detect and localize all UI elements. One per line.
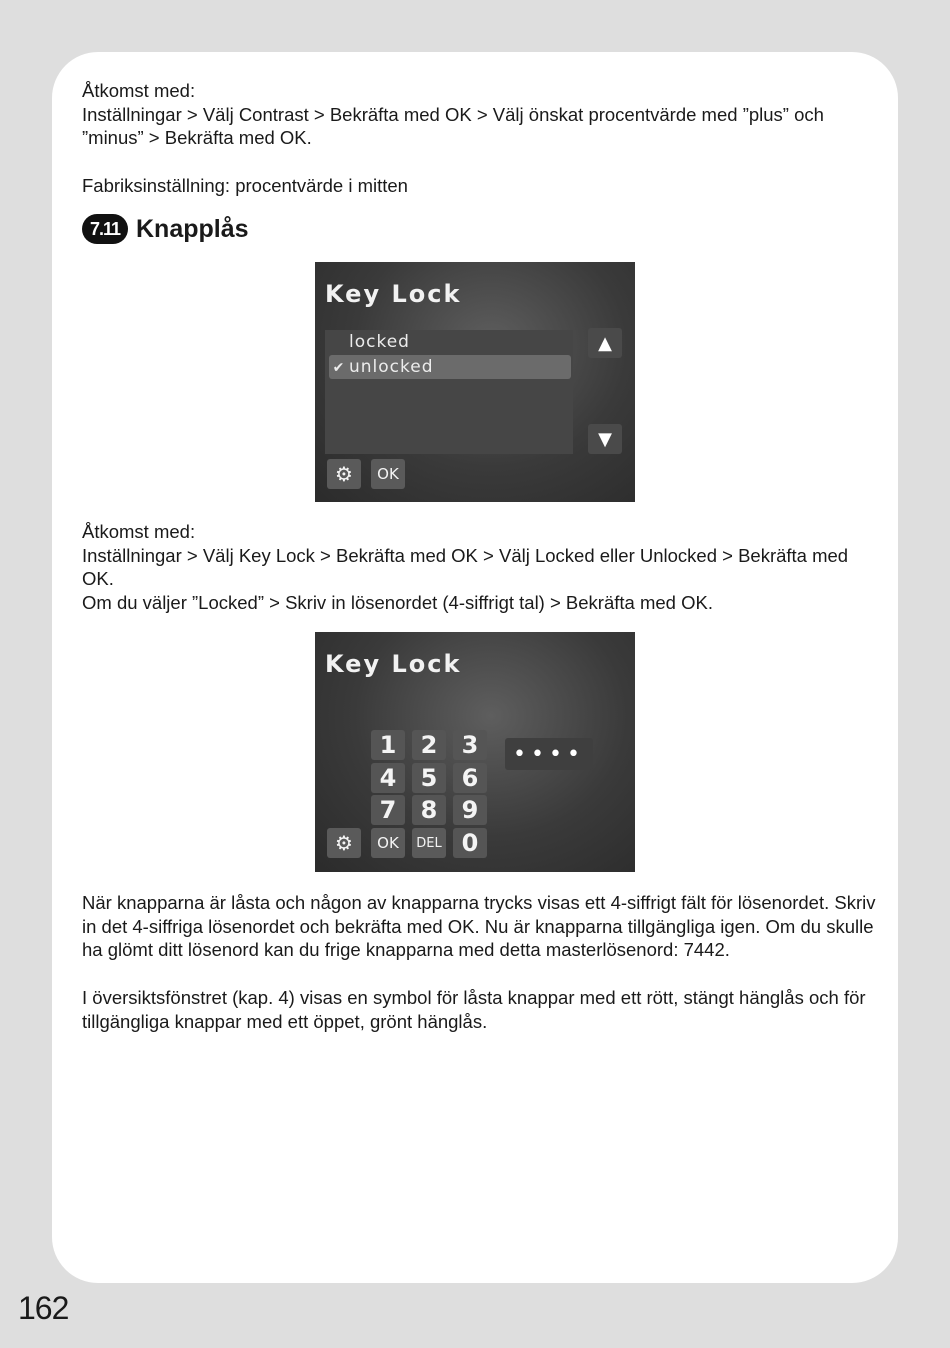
gear-icon: ⚙ bbox=[335, 462, 353, 486]
key-3[interactable]: 3 bbox=[453, 730, 487, 760]
key-2[interactable]: 2 bbox=[412, 730, 446, 760]
body-paragraph-2 bbox=[82, 986, 882, 1033]
screen-title: Key Lock bbox=[325, 280, 462, 308]
check-icon: ✔ bbox=[332, 360, 346, 376]
gear-icon: ⚙ bbox=[335, 831, 353, 855]
body-text: I översiktsfönstret (kap. 4) visas en symbol för låsta knappar med ett rött, stängt hänglås och för tillgängliga knappar med ett öppet, grönt hänglås. bbox=[82, 987, 866, 1032]
option-unlocked[interactable] bbox=[329, 355, 571, 379]
key-0[interactable]: 0 bbox=[453, 828, 487, 858]
settings-button[interactable] bbox=[327, 828, 361, 858]
pin-display: •••• bbox=[505, 738, 593, 770]
access-section-1 bbox=[82, 79, 882, 150]
body-text: När knapparna är låsta och någon av knapparna trycks visas ett 4-siffrigt fält för lösenordet. Skriv in det 4-siffriga lösenordet och bekräfta med OK. Nu är knapparna tillgängliga igen. Om du skulle ha glömt ditt lösenord kan du frige knapparna med detta masterlösenord: 7442. bbox=[82, 892, 876, 961]
access-label: Åtkomst med: bbox=[82, 521, 196, 542]
keylock-pin-screen bbox=[315, 632, 635, 872]
key-8[interactable]: 8 bbox=[412, 795, 446, 825]
ok-button[interactable] bbox=[371, 459, 405, 489]
access-path: Inställningar > Välj Key Lock > Bekräfta med OK > Välj Locked eller Unlocked > Bekräfta med OK. bbox=[82, 544, 849, 590]
option-list bbox=[325, 330, 573, 454]
access-section-2 bbox=[82, 520, 882, 614]
section-title: Knapplås bbox=[136, 214, 249, 243]
screen-title: Key Lock bbox=[325, 650, 462, 678]
option-label: unlocked bbox=[349, 357, 434, 377]
option-label: locked bbox=[349, 332, 410, 352]
delete-button[interactable]: DEL bbox=[412, 828, 446, 858]
locked-note: Om du väljer ”Locked” > Skriv in lösenordet (4-siffrigt tal) > Bekräfta med OK. bbox=[82, 591, 713, 613]
ok-label: OK bbox=[377, 465, 399, 483]
page-number: 162 bbox=[18, 1290, 69, 1326]
key-1[interactable]: 1 bbox=[371, 730, 405, 760]
keylock-list-screen bbox=[315, 262, 635, 502]
section-number-badge: 7.11 bbox=[82, 214, 128, 244]
arrow-up-icon: ▲ bbox=[598, 332, 612, 354]
factory-setting-text: Fabriksinställning: procentvärde i mitten bbox=[82, 175, 408, 196]
key-9[interactable]: 9 bbox=[453, 795, 487, 825]
access-label: Åtkomst med: bbox=[82, 80, 196, 101]
arrow-down-icon: ▼ bbox=[598, 428, 612, 450]
settings-button[interactable] bbox=[327, 459, 361, 489]
key-6[interactable]: 6 bbox=[453, 763, 487, 793]
body-paragraph-1 bbox=[82, 891, 882, 962]
option-locked[interactable] bbox=[329, 330, 571, 354]
key-4[interactable]: 4 bbox=[371, 763, 405, 793]
section-heading bbox=[82, 214, 249, 244]
key-7[interactable]: 7 bbox=[371, 795, 405, 825]
access-path: Inställningar > Välj Contrast > Bekräfta med OK > Välj önskat procentvärde med ”plus” och ”minus” > Bekräfta med OK. bbox=[82, 103, 824, 149]
scroll-down-button[interactable] bbox=[588, 424, 622, 454]
factory-setting bbox=[82, 174, 882, 198]
scroll-up-button[interactable] bbox=[588, 328, 622, 358]
ok-button[interactable]: OK bbox=[371, 828, 405, 858]
key-5[interactable]: 5 bbox=[412, 763, 446, 793]
